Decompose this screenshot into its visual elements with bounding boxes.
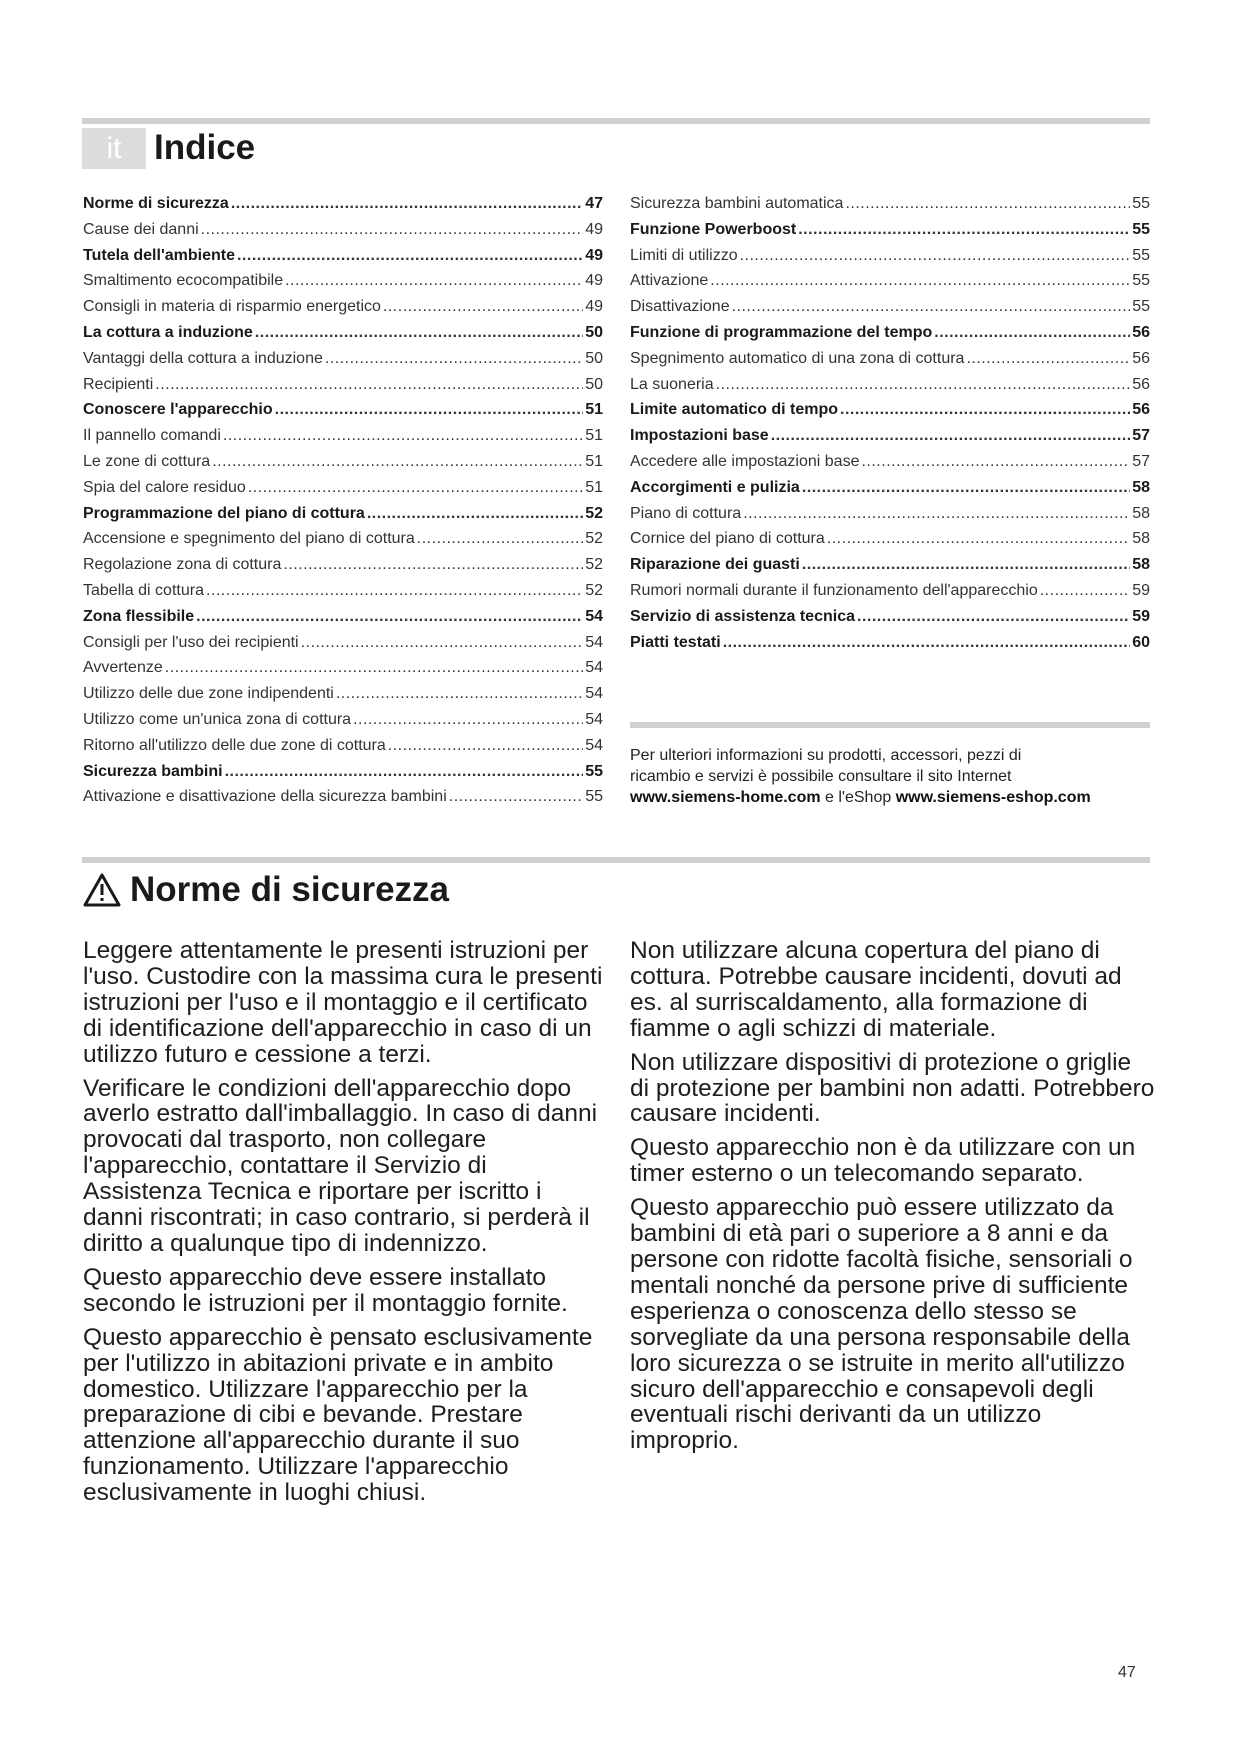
toc-leader-dots <box>449 788 583 806</box>
toc-chapter[interactable] <box>630 608 1150 634</box>
toc-page-number: 55 <box>1132 195 1150 212</box>
toc-page-number: 52 <box>585 581 603 599</box>
toc-chapter[interactable] <box>83 505 603 531</box>
toc-page-number: 49 <box>585 272 603 290</box>
toc-subsection[interactable] <box>630 247 1150 273</box>
toc-entry-title: Conoscere l'apparecchio <box>83 401 273 419</box>
toc-leader-dots <box>743 505 1130 523</box>
toc-subsection[interactable] <box>83 788 603 814</box>
toc-page-number: 56 <box>1132 401 1150 419</box>
toc-subsection[interactable] <box>630 350 1150 376</box>
body-paragraph: Questo apparecchio non è da utilizzare con un timer esterno o un telecomando separato. <box>630 1134 1136 1188</box>
body-paragraph: Leggere attentamente le presenti istruzioni per l'uso. Custodire con la massima cura le presenti istruzioni per l'uso e il montaggio e il certificato di identificazione dell'apparecchio in caso di un utilizzo futuro e cessione a terzi. <box>83 937 603 1068</box>
toc-leader-dots <box>857 608 1130 626</box>
toc-leader-dots <box>732 298 1131 316</box>
toc-leader-dots <box>716 376 1131 394</box>
toc-page-number: 57 <box>1132 452 1150 470</box>
toc-leader-dots <box>231 195 583 213</box>
section-title <box>82 868 449 912</box>
toc-chapter[interactable] <box>630 324 1150 350</box>
toc-page-number: 59 <box>1132 607 1150 625</box>
toc-entry-title: Piatti testati <box>630 633 721 651</box>
toc-subsection[interactable] <box>83 556 603 582</box>
toc-subsection[interactable] <box>630 195 1150 221</box>
toc-subsection[interactable] <box>630 505 1150 531</box>
toc-subsection[interactable] <box>83 711 603 737</box>
toc-subsection[interactable] <box>630 376 1150 402</box>
toc-subsection[interactable] <box>630 453 1150 479</box>
toc-entry-title: Piano di cottura <box>630 504 742 522</box>
toc-chapter[interactable] <box>83 401 603 427</box>
toc-leader-dots <box>223 427 583 445</box>
info-line-2: ricambio e servizi è possibile consultare il sito Internet <box>630 768 1012 785</box>
toc-page-number: 58 <box>1132 556 1150 574</box>
toc-entry-title: Cause dei danni <box>83 220 199 238</box>
toc-leader-dots <box>237 247 583 265</box>
toc-entry-title: Funzione di programmazione del tempo <box>630 323 933 341</box>
toc-page-number: 58 <box>1132 478 1150 496</box>
toc-leader-dots <box>771 427 1131 445</box>
toc-leader-dots <box>723 634 1131 652</box>
toc-entry-title: Cornice del piano di cottura <box>630 530 825 548</box>
toc-page-number: 51 <box>585 401 603 419</box>
toc-page-number: 56 <box>1132 349 1150 367</box>
toc-leader-dots <box>802 479 1130 497</box>
toc-page-number: 54 <box>585 633 603 651</box>
toc-page-number: 55 <box>1132 298 1150 316</box>
toc-entry-title: Tutela dell'ambiente <box>83 246 235 264</box>
toc-page-number: 47 <box>585 195 603 212</box>
toc-subsection[interactable] <box>630 582 1150 608</box>
info-block <box>630 745 1155 808</box>
toc-entry-title: Rumori normali durante il funzionamento dell'apparecchio <box>630 581 1038 599</box>
toc-leader-dots <box>840 401 1130 419</box>
toc-page-number: 51 <box>585 478 603 496</box>
toc-page-number: 51 <box>585 452 603 470</box>
body-paragraph: Questo apparecchio deve essere installato secondo le istruzioni per il montaggio fornite. <box>83 1263 568 1317</box>
toc-entry-title: Zona flessibile <box>83 607 195 625</box>
toc-leader-dots <box>212 453 583 471</box>
toc-leader-dots <box>283 556 583 574</box>
toc-subsection[interactable] <box>630 530 1150 556</box>
toc-entry-title: Funzione Powerboost <box>630 220 797 238</box>
info-rule <box>630 722 1150 728</box>
toc-subsection[interactable] <box>83 376 603 402</box>
toc-chapter[interactable] <box>630 427 1150 453</box>
toc-chapter[interactable] <box>630 221 1150 247</box>
language-tag: it <box>82 128 146 169</box>
toc-subsection[interactable] <box>83 634 603 660</box>
toc-leader-dots <box>206 582 583 600</box>
toc-chapter[interactable] <box>630 556 1150 582</box>
toc-right-column <box>630 195 1150 659</box>
toc-entry-title: Consigli per l'uso dei recipienti <box>83 633 299 651</box>
toc-page-number: 52 <box>585 530 603 548</box>
toc-entry-title: Utilizzo come un'unica zona di cottura <box>83 710 352 728</box>
toc-page-number: 60 <box>1132 633 1150 651</box>
toc-leader-dots <box>248 479 583 497</box>
warning-triangle-icon <box>82 872 122 908</box>
toc-leader-dots <box>155 376 583 394</box>
toc-leader-dots <box>827 530 1130 548</box>
toc-leader-dots <box>802 556 1130 574</box>
toc-entry-title: Avvertenze <box>83 659 163 677</box>
toc-subsection[interactable] <box>83 659 603 685</box>
body-paragraph: Questo apparecchio è pensato esclusivamente per l'utilizzo in abitazioni private e in ambito domestico. Utilizzare l'apparecchio per la preparazione di cibi e bevande. Prestare attenzione all'apparecchio durante il suo funzionamento. Utilizzare l'apparecchio esclusivamente in luoghi chiusi. <box>83 1323 593 1507</box>
website-link[interactable]: www.siemens-home.com <box>630 789 821 806</box>
toc-leader-dots <box>353 711 583 729</box>
toc-chapter[interactable] <box>630 634 1150 660</box>
info-line-1: Per ulteriori informazioni su prodotti, accessori, pezzi di <box>630 747 1022 764</box>
toc-page-number: 55 <box>1132 246 1150 264</box>
toc-entry-title: Vantaggi della cottura a induzione <box>83 349 323 367</box>
toc-page-number: 49 <box>585 298 603 316</box>
section-rule <box>82 857 1150 863</box>
toc-leader-dots <box>165 659 583 677</box>
toc-leader-dots <box>325 350 583 368</box>
toc-subsection[interactable] <box>83 582 603 608</box>
toc-leader-dots <box>301 634 584 652</box>
toc-chapter[interactable] <box>83 195 603 221</box>
toc-leader-dots <box>367 505 583 523</box>
toc-entry-title: Impostazioni base <box>630 427 769 445</box>
toc-entry-title: Accensione e spegnimento del piano di cottura <box>83 530 415 548</box>
info-line-3 <box>630 787 1155 808</box>
toc-subsection[interactable] <box>83 272 603 298</box>
toc-chapter[interactable] <box>83 763 603 789</box>
toc-chapter[interactable] <box>83 324 603 350</box>
toc-chapter[interactable] <box>630 479 1150 505</box>
section-title-text: Norme di sicurezza <box>130 870 449 909</box>
toc-entry-title: La suoneria <box>630 375 714 393</box>
toc-leader-dots <box>196 608 583 626</box>
body-paragraph: Non utilizzare dispositivi di protezione o griglie di protezione per bambini non adatti. Potrebbero causare incidenti. <box>630 1048 1155 1128</box>
toc-page-number: 50 <box>585 349 603 367</box>
toc-entry-title: Attivazione <box>630 272 709 290</box>
toc-entry-title: Limiti di utilizzo <box>630 246 738 264</box>
body-paragraph: Verificare le condizioni dell'apparecchio dopo averlo estratto dall'imballaggio. In caso di danni provocati dal trasporto, non collegare l'apparecchio, contattare il Servizio di Assistenza Tecnica e riportare per iscritto i danni riscontrati; in caso contrario, si perderà il diritto a qualunque tipo di indennizzo. <box>83 1074 598 1257</box>
toc-entry-title: Consigli in materia di risparmio energetico <box>83 298 381 316</box>
toc-page-number: 52 <box>585 504 603 522</box>
toc-entry-title: Tabella di cottura <box>83 581 204 599</box>
toc-leader-dots <box>417 530 583 548</box>
toc-subsection[interactable] <box>83 350 603 376</box>
toc-entry-title: Programmazione del piano di cottura <box>83 504 365 522</box>
toc-page-number: 50 <box>585 375 603 393</box>
toc-page-number: 52 <box>585 556 603 574</box>
toc-leader-dots <box>275 401 584 419</box>
toc-page-number: 55 <box>585 788 603 806</box>
toc-entry-title: Disattivazione <box>630 298 730 316</box>
toc-entry-title: Sicurezza bambini automatica <box>630 195 844 212</box>
toc-entry-title: Accedere alle impostazioni base <box>630 452 860 470</box>
toc-entry-title: Ritorno all'utilizzo delle due zone di cottura <box>83 736 386 754</box>
toc-page-number: 54 <box>585 607 603 625</box>
page-number: 47 <box>1118 1664 1136 1681</box>
toc-subsection[interactable] <box>83 530 603 556</box>
toc-entry-title: Limite automatico di tempo <box>630 401 839 419</box>
toc-subsection[interactable] <box>83 737 603 763</box>
toc-subsection[interactable] <box>83 221 603 247</box>
toc-subsection[interactable] <box>83 298 603 324</box>
eshop-link[interactable]: www.siemens-eshop.com <box>895 789 1091 806</box>
toc-page-number: 58 <box>1132 530 1150 548</box>
info-conjunction: e l'eShop <box>820 789 896 806</box>
toc-page-number: 54 <box>585 659 603 677</box>
toc-subsection[interactable] <box>83 453 603 479</box>
body-left-column <box>83 938 608 1514</box>
toc-leader-dots <box>934 324 1130 342</box>
toc-left-column <box>83 195 603 814</box>
toc-page-number: 55 <box>1132 272 1150 290</box>
toc-leader-dots <box>201 221 584 239</box>
toc-page-number: 55 <box>585 762 603 780</box>
toc-page-number: 56 <box>1132 323 1150 341</box>
toc-entry-title: Sicurezza bambini <box>83 762 223 780</box>
body-right-column <box>630 938 1155 1462</box>
toc-entry-title: Riparazione dei guasti <box>630 556 800 574</box>
page-title: Indice <box>154 128 256 167</box>
toc-entry-title: Smaltimento ecocompatibile <box>83 272 284 290</box>
toc-entry-title: Il pannello comandi <box>83 427 221 445</box>
toc-leader-dots <box>285 272 583 290</box>
toc-entry-title: Spegnimento automatico di una zona di cottura <box>630 349 965 367</box>
toc-page-number: 49 <box>585 246 603 264</box>
toc-chapter[interactable] <box>83 608 603 634</box>
toc-page-number: 54 <box>585 685 603 703</box>
toc-page-number: 54 <box>585 710 603 728</box>
toc-entry-title: Regolazione zona di cottura <box>83 556 282 574</box>
toc-subsection[interactable] <box>83 479 603 505</box>
toc-entry-title: Recipienti <box>83 375 154 393</box>
toc-page-number: 56 <box>1132 375 1150 393</box>
toc-page-number: 57 <box>1132 427 1150 445</box>
toc-leader-dots <box>710 272 1130 290</box>
toc-leader-dots <box>798 221 1130 239</box>
toc-subsection[interactable] <box>630 298 1150 324</box>
toc-entry-title: Attivazione e disattivazione della sicurezza bambini <box>83 788 447 806</box>
toc-leader-dots <box>225 763 584 781</box>
body-paragraph: Non utilizzare alcuna copertura del piano di cottura. Potrebbe causare incidenti, dovuti ad es. al surriscaldamento, alla formazione di fiamme o agli schizzi di materiale. <box>630 937 1122 1042</box>
toc-subsection[interactable] <box>83 685 603 711</box>
toc-leader-dots <box>740 247 1131 265</box>
top-rule <box>82 118 1150 124</box>
toc-page-number: 50 <box>585 323 603 341</box>
toc-subsection[interactable] <box>630 272 1150 298</box>
toc-entry-title: Utilizzo delle due zone indipendenti <box>83 685 334 703</box>
toc-page-number: 54 <box>585 736 603 754</box>
toc-entry-title: Norme di sicurezza <box>83 195 229 212</box>
toc-leader-dots <box>966 350 1130 368</box>
toc-entry-title: Accorgimenti e pulizia <box>630 478 800 496</box>
toc-leader-dots <box>845 195 1130 213</box>
toc-page-number: 58 <box>1132 504 1150 522</box>
toc-entry-title: Servizio di assistenza tecnica <box>630 607 855 625</box>
toc-leader-dots <box>861 453 1130 471</box>
toc-leader-dots <box>336 685 583 703</box>
toc-leader-dots <box>388 737 583 755</box>
toc-page-number: 59 <box>1132 581 1150 599</box>
body-paragraph: Questo apparecchio può essere utilizzato da bambini di età pari o superiore a 8 anni e da persone con ridotte facoltà fisiche, sensoriali o mentali nonché da persone prive di sufficiente esperienza o conoscenza dello stesso se sorvegliate da una persona responsabile della loro sicurezza o se istruite in merito all'utilizzo sicuro dell'apparecchio e consapevoli degli eventuali rischi derivanti da un utilizzo improprio. <box>630 1194 1133 1455</box>
toc-leader-dots <box>255 324 583 342</box>
toc-page-number: 55 <box>1132 220 1150 238</box>
toc-entry-title: Le zone di cottura <box>83 452 211 470</box>
toc-chapter[interactable] <box>83 247 603 273</box>
toc-chapter[interactable] <box>630 401 1150 427</box>
toc-leader-dots <box>1040 582 1130 600</box>
toc-entry-title: La cottura a induzione <box>83 323 253 341</box>
toc-page-number: 49 <box>585 220 603 238</box>
toc-entry-title: Spia del calore residuo <box>83 478 246 496</box>
toc-page-number: 51 <box>585 427 603 445</box>
toc-subsection[interactable] <box>83 427 603 453</box>
toc-leader-dots <box>383 298 583 316</box>
